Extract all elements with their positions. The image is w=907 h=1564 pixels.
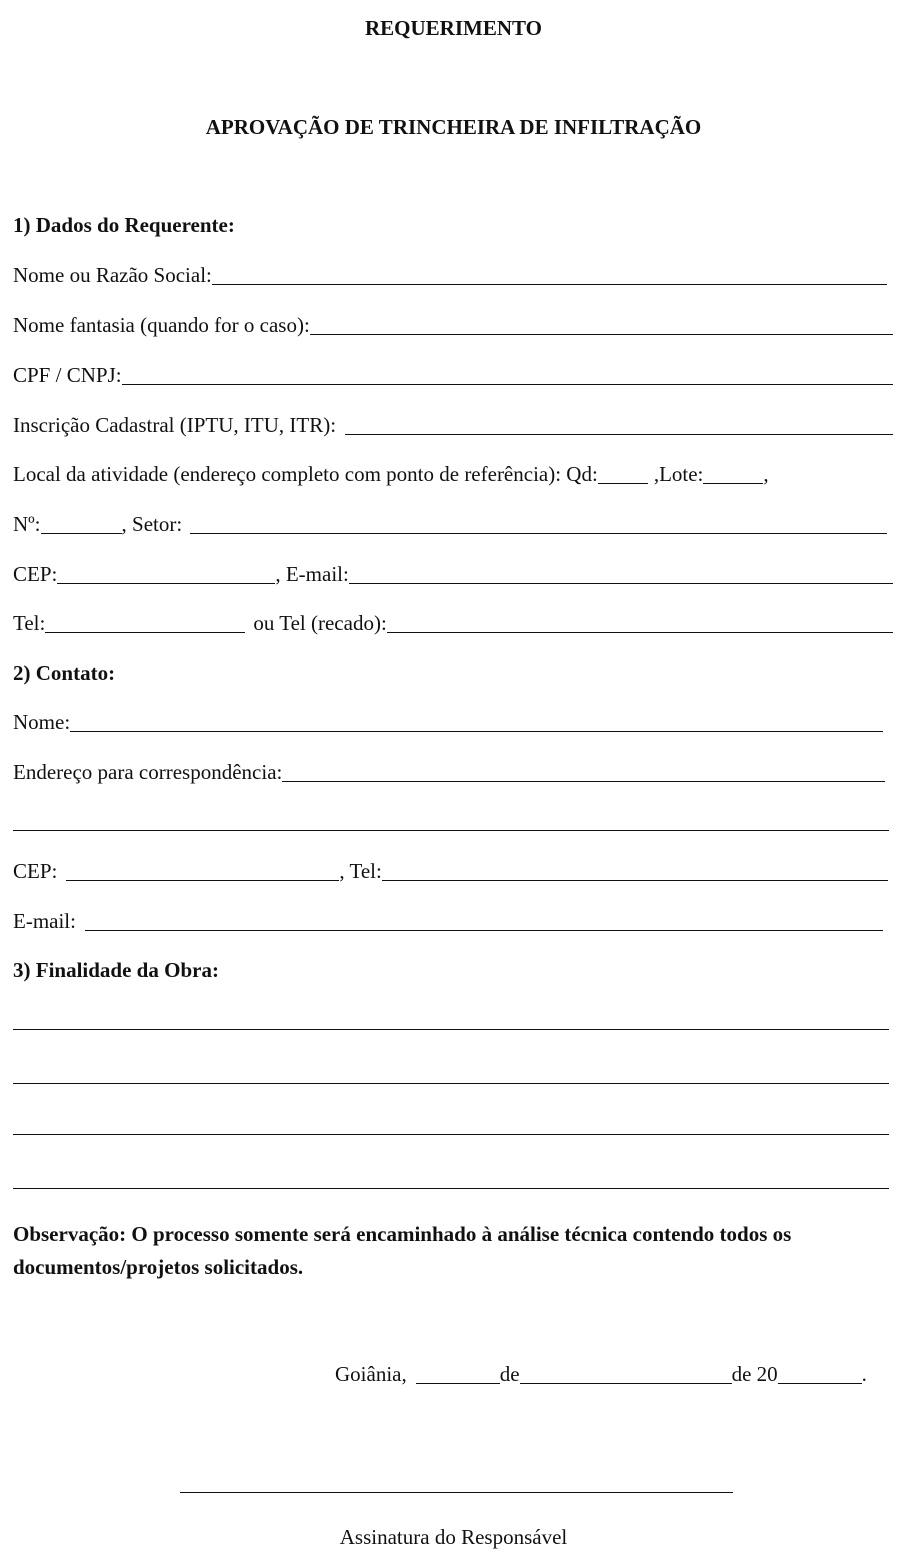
input-cpf-cnpj[interactable] (122, 364, 893, 385)
field-row-inscricao (13, 412, 893, 438)
input-nome-fantasia[interactable] (310, 314, 893, 335)
input-contato-email[interactable] (85, 910, 883, 931)
input-finalidade-line3[interactable] (13, 1134, 889, 1135)
field-row-contato-email (13, 908, 893, 934)
label-city: Goiânia, (335, 1362, 407, 1386)
label-cpf-cnpj: CPF / CNPJ: (13, 363, 122, 387)
label-endereco: Endereço para correspondência: (13, 760, 283, 784)
label-contato-nome: Nome: (13, 710, 71, 734)
input-nome-razao[interactable] (212, 264, 887, 285)
section3-heading-text: 3) Finalidade da Obra: (13, 958, 219, 982)
field-row-cep-email (13, 561, 893, 587)
label-de-month: de (499, 1362, 520, 1386)
input-email[interactable] (349, 563, 893, 584)
input-finalidade-line1[interactable] (13, 1029, 889, 1030)
label-nome-razao: Nome ou Razão Social: (13, 263, 212, 287)
input-contato-tel[interactable] (382, 860, 888, 881)
date-line (335, 1361, 899, 1387)
label-email: , E-mail: (275, 562, 349, 586)
section1-heading (13, 212, 893, 238)
input-setor[interactable] (190, 513, 887, 534)
input-tel-recado[interactable] (387, 612, 893, 633)
input-month[interactable] (520, 1363, 732, 1384)
label-setor: , Setor: (121, 512, 183, 536)
section3-heading (13, 957, 893, 983)
signature-label: Assinatura do Responsável (339, 1525, 568, 1549)
input-numero[interactable] (41, 513, 122, 534)
label-cep: CEP: (13, 562, 58, 586)
input-contato-nome[interactable] (70, 711, 883, 732)
label-nome-fantasia: Nome fantasia (quando for o caso): (13, 313, 310, 337)
input-lote[interactable] (703, 463, 763, 484)
label-lote: ,Lote: (653, 462, 704, 486)
label-contato-cep: CEP: (13, 859, 58, 883)
input-tel[interactable] (45, 612, 245, 633)
input-day[interactable] (416, 1363, 500, 1384)
label-tel: Tel: (13, 611, 46, 635)
label-date-end: . (861, 1362, 867, 1386)
field-row-cpf-cnpj (13, 362, 893, 388)
input-finalidade-line4[interactable] (13, 1188, 889, 1189)
field-row-nome-fantasia (13, 312, 893, 338)
input-endereco[interactable] (282, 761, 885, 782)
section2-heading-text: 2) Contato: (13, 661, 116, 685)
field-row-numero-setor (13, 511, 893, 537)
field-row-local: Local da atividade (endereço completo com ponto de referência): Qd: ,Lote: , (13, 462, 769, 486)
input-inscricao[interactable] (345, 414, 893, 435)
section1-heading-text: 1) Dados do Requerente: (13, 213, 235, 237)
label-de-year: de 20 (731, 1362, 778, 1386)
document-subtitle: APROVAÇÃO DE TRINCHEIRA DE INFILTRAÇÃO (205, 115, 702, 139)
field-row-endereco (13, 759, 893, 785)
section2-heading (13, 660, 893, 686)
field-row-contato-cep-tel (13, 858, 893, 884)
input-contato-cep[interactable] (66, 860, 339, 881)
signature-line[interactable] (180, 1492, 733, 1493)
label-local: Local da atividade (endereço completo com ponto de referência): Qd: (13, 462, 598, 486)
observation-note: Observação: O processo somente será encaminhado à análise técnica contendo todos os documentos/projetos solicitados. (13, 1222, 792, 1279)
label-inscricao: Inscrição Cadastral (IPTU, ITU, ITR): (13, 413, 337, 437)
input-finalidade-line2[interactable] (13, 1083, 889, 1084)
label-tel-recado: ou Tel (recado): (253, 611, 387, 635)
label-contato-tel: , Tel: (339, 859, 382, 883)
input-year[interactable] (778, 1363, 862, 1384)
field-row-contato-nome (13, 709, 893, 735)
label-contato-email: E-mail: (13, 909, 76, 933)
input-endereco-line2[interactable] (13, 830, 889, 831)
field-row-nome-razao (13, 262, 893, 288)
label-numero: Nº: (13, 512, 41, 536)
document-title: REQUERIMENTO (365, 16, 542, 40)
input-qd[interactable] (598, 463, 648, 484)
input-cep[interactable] (57, 563, 275, 584)
field-row-tel (13, 610, 893, 636)
